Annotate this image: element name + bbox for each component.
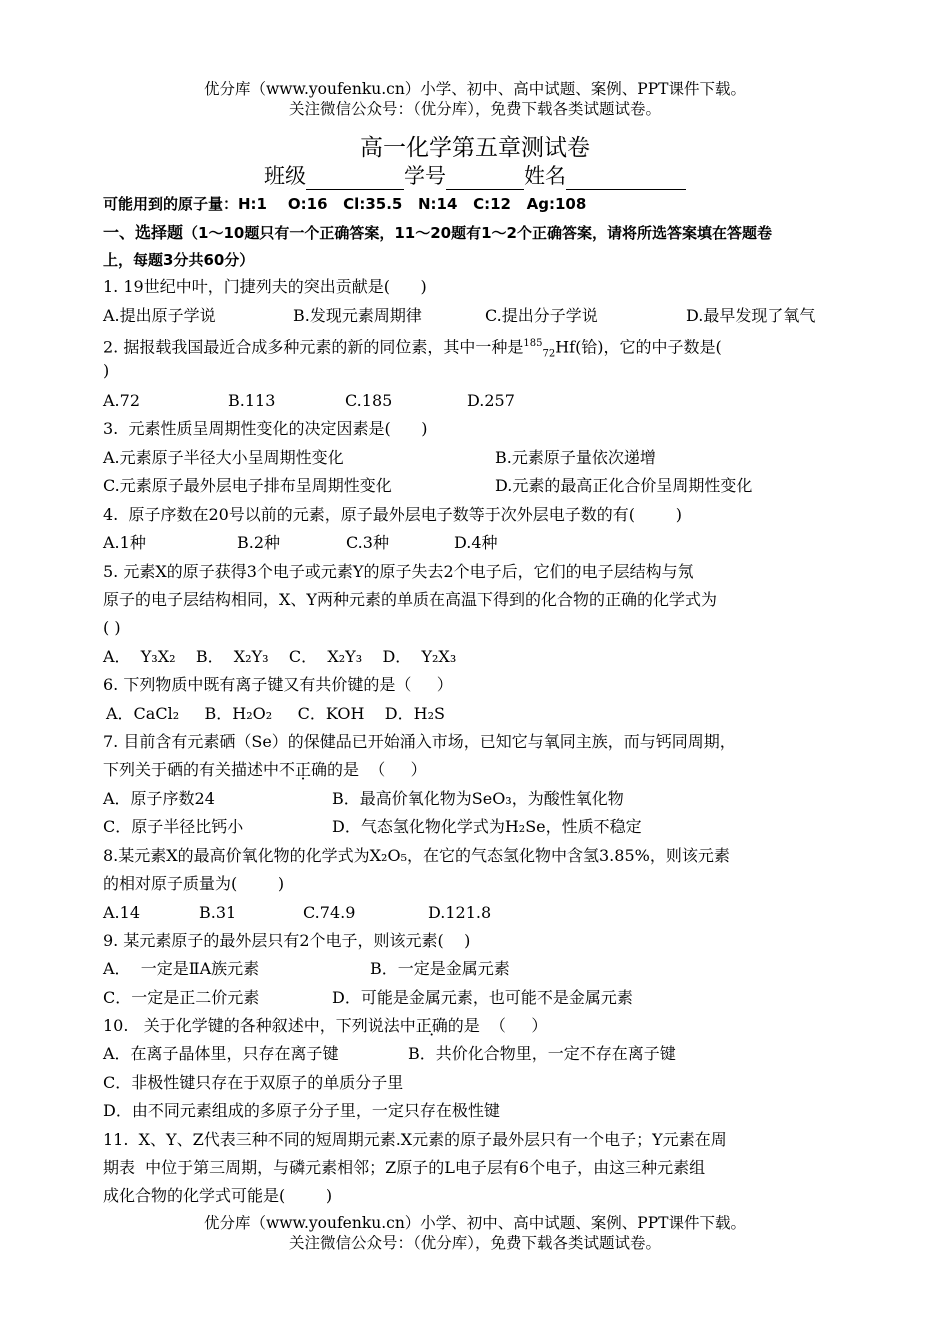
q6-stem: 6. 下列物质中既有离子键又有共价键的是（ ） (103, 675, 453, 694)
q7-stem-a: 7. 目前含有元素硒（Se）的保健品已开始涌入市场，已知它与氧同主族，而与钙同周期， (103, 732, 736, 751)
name-blank[interactable] (566, 169, 686, 190)
q6-options: A．CaCl₂ B．H₂O₂ C．KOH D．H₂S (106, 704, 445, 723)
q2-option-a: A.72 (103, 391, 140, 410)
q2-stem-b: Hf(铪)，它的中子数是( (555, 337, 722, 357)
q7-option-d: D．气态氢化物化学式为H₂Se，性质不稳定 (332, 817, 642, 836)
section1-note-b: 上，每题3分共60分） (103, 251, 255, 269)
q4-option-d: D.4种 (454, 533, 498, 552)
number-label: 学号 (404, 164, 446, 188)
q4-option-a: A.1种 (103, 533, 146, 552)
q5-stem-b: 原子的电子层结构相同，X、Y两种元素的单质在高温下得到的化合物的正确的化学式为 (103, 590, 717, 609)
class-label: 班级 (264, 164, 306, 188)
q4-option-b: B.2种 (237, 533, 281, 552)
q8-option-b: B.31 (199, 903, 237, 922)
atomic-mass-line: 可能用到的原子量：H:1 O:16 Cl:35.5 N:14 C:12 Ag:108 (103, 195, 587, 213)
q8-stem-a: 8.某元素X的最高价氧化物的化学式为X₂O₅，在它的气态氢化物中含氢3.85%，则该元素 (103, 846, 730, 865)
q9-option-d: D．可能是金属元素，也可能不是金属元素 (332, 988, 633, 1007)
q2-mass-number: 185 (523, 338, 543, 349)
class-blank[interactable] (306, 169, 404, 190)
q5-stem-a: 5. 元素X的原子获得3个电子或元素Y的原子失去2个电子后，它们的电子层结构与氖 (103, 562, 694, 581)
q8-option-d: D.121.8 (428, 903, 492, 922)
q10-option-a: A．在离子晶体里，只存在离子键 (103, 1044, 339, 1063)
q7-emphasis: 不正确 (279, 760, 328, 779)
q10-option-b: B．共价化合物里，一定不存在离子键 (408, 1044, 676, 1063)
q2-stem-c: ) (103, 361, 110, 380)
q7-option-a: A．原子序数24 (103, 789, 215, 808)
q11-stem-a: 11. X、Y、Z代表三种不同的短周期元素.X元素的原子最外层只有一个电子；Y元素在周 (103, 1130, 727, 1149)
q4-stem: 4. 原子序数在20号以前的元素，原子最外层电子数等于次外层电子数的有( ) (103, 505, 682, 524)
q8-option-c: C.74.9 (303, 903, 356, 922)
q3-option-d: D.元素的最高正化合价呈周期性变化 (495, 476, 753, 495)
q1-stem: 1. 19世纪中叶，门捷列夫的突出贡献是( ) (103, 277, 427, 296)
q9-option-b: B．一定是金属元素 (370, 959, 510, 978)
q3-option-c: C.元素原子最外层电子排布呈周期性变化 (103, 476, 392, 495)
q10-option-d: D．由不同元素组成的多原子分子里，一定只存在极性键 (103, 1101, 500, 1120)
q7-stem-b1: 下列关于硒的有关描述中 (103, 760, 280, 779)
q9-option-c: C．一定是正二价元素 (103, 988, 260, 1007)
q7-stem-b (103, 759, 427, 781)
q2-option-d: D.257 (467, 391, 515, 410)
q1-option-b: B.发现元素周期律 (293, 306, 422, 325)
header-line-2: 关注微信公众号：（优分库），免费下载各类试题试卷。 (288, 100, 661, 118)
q5-stem-c: ( ) (103, 618, 121, 637)
section1-title: 一、选择题 (103, 223, 184, 242)
q11-stem-b: 期表 中位于第三周期，与磷元素相邻；Z原子的L电子层有6个电子，由这三种元素组 (103, 1158, 706, 1177)
section1-note-a: （1～10题只有一个正确答案，11～20题有1～2个正确答案，请将所选答案填在答题卷 (183, 224, 772, 242)
q2-option-c: C.185 (345, 391, 393, 410)
header-line-1: 优分库（www.youfenku.cn）小学、初中、高中试题、案例、PPT课件下载。 (203, 80, 747, 98)
q1-option-d: D.最早发现了氧气 (686, 306, 816, 325)
q2-atomic-number: 72 (542, 348, 556, 360)
q1-option-c: C.提出分子学说 (485, 306, 598, 325)
q9-stem: 9. 某元素原子的最外层只有2个电子，则该元素( ) (103, 931, 471, 950)
q8-option-a: A.14 (103, 903, 140, 922)
q3-option-a: A.元素原子半径大小呈周期性变化 (103, 448, 344, 467)
q10-stem-a: 10. 关于化学键的各种叙述中，下列说法中 (103, 1016, 416, 1035)
page-title: 高一化学第五章测试卷 (360, 135, 590, 161)
q7-option-b: B．最高价氧化物为SeO₃，为酸性氧化物 (332, 789, 624, 808)
q3-option-b: B.元素原子量依次递增 (495, 448, 656, 467)
name-label: 姓名 (524, 164, 566, 188)
q4-option-c: C.3种 (346, 533, 389, 552)
q10-option-c: C．非极性键只存在于双原子的单质分子里 (103, 1073, 404, 1092)
q8-stem-b: 的相对原子质量为( ) (103, 874, 285, 893)
q10-stem-b: 的是 （ ） (447, 1016, 548, 1035)
q1-option-a: A.提出原子学说 (103, 306, 216, 325)
footer-line-2: 关注微信公众号：（优分库），免费下载各类试题试卷。 (288, 1234, 661, 1252)
q7-option-c: C．原子半径比钙小 (103, 817, 244, 836)
q5-options: A． Y₃X₂ B． X₂Y₃ C． X₂Y₃ D． Y₂X₃ (103, 647, 457, 666)
q10-stem (103, 1015, 547, 1037)
footer-line-1: 优分库（www.youfenku.cn）小学、初中、高中试题、案例、PPT课件下载。 (203, 1214, 747, 1232)
q2-stem (103, 333, 722, 366)
q11-stem-c: 成化合物的化学式可能是( ) (103, 1186, 333, 1205)
q2-stem-a: 2. 据报载我国最近合成多种元素的新的同位素，其中一种是 (103, 337, 524, 357)
q2-option-b: B.113 (228, 391, 276, 410)
q3-stem: 3. 元素性质呈周期性变化的决定因素是( ) (103, 419, 428, 438)
section1-heading (103, 222, 772, 244)
q9-option-a: A． 一定是ⅡA族元素 (103, 959, 260, 978)
student-info (0, 162, 950, 190)
number-blank[interactable] (446, 169, 524, 190)
q10-emphasis: 正确 (415, 1016, 448, 1035)
q7-stem-b2: 的是 （ ） (327, 760, 427, 779)
